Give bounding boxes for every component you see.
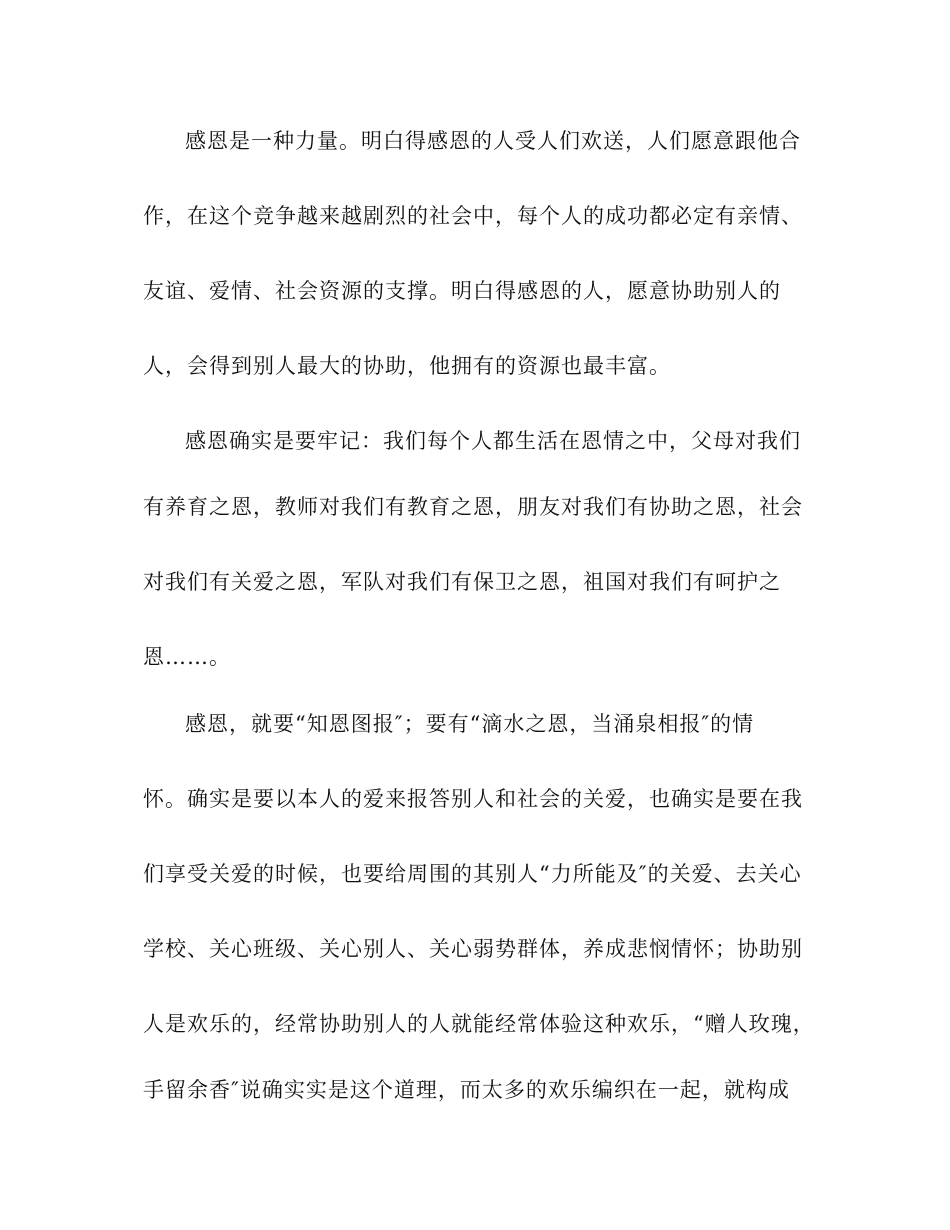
paragraph-3-line-2: 怀。确实是要以本人的爱来报答别人和社会的关爱，也确实是要在我 — [143, 787, 803, 811]
paragraph-3-line-5: 人是欢乐的，经常协助别人的人就能经常体验这种欢乐，“赠人玫瑰， — [143, 1012, 815, 1036]
paragraph-2-line-4: 恩……。 — [143, 645, 231, 669]
paragraph-3-line-6: 手留余香″说确实实是这个道理，而太多的欢乐编织在一起，就构成 — [143, 1078, 790, 1102]
paragraph-2-line-1: 感恩确实是要牢记：我们每个人都生活在恩情之中，父母对我们 — [185, 429, 801, 453]
paragraph-1-line-2: 作，在这个竞争越来越剧烈的社会中，每个人的成功都必定有亲情、 — [143, 204, 803, 228]
paragraph-1-line-3: 友谊、爱情、社会资源的支撑。明白得感恩的人，愿意协助别人的 — [143, 279, 781, 303]
paragraph-3-line-4: 学校、关心班级、关心别人、关心弱势群体，养成悲悯情怀；协助别 — [143, 937, 803, 961]
paragraph-1-line-1: 感恩是一种力量。明白得感恩的人受人们欢送，人们愿意跟他合 — [185, 129, 801, 153]
paragraph-3-line-1: 感恩，就要“知恩图报″；要有“滴水之恩，当涌泉相报″的情 — [185, 712, 755, 736]
paragraph-3-line-3: 们享受关爱的时候，也要给周围的其别人“力所能及″的关爱、去关心 — [143, 862, 802, 886]
paragraph-2-line-2: 有养育之恩，教师对我们有教育之恩，朋友对我们有协助之恩，社会 — [143, 495, 803, 519]
paragraph-1-line-4: 人，会得到别人最大的协助，他拥有的资源也最丰富。 — [143, 354, 671, 378]
paragraph-2-line-3: 对我们有关爱之恩，军队对我们有保卫之恩，祖国对我们有呵护之 — [143, 570, 781, 594]
